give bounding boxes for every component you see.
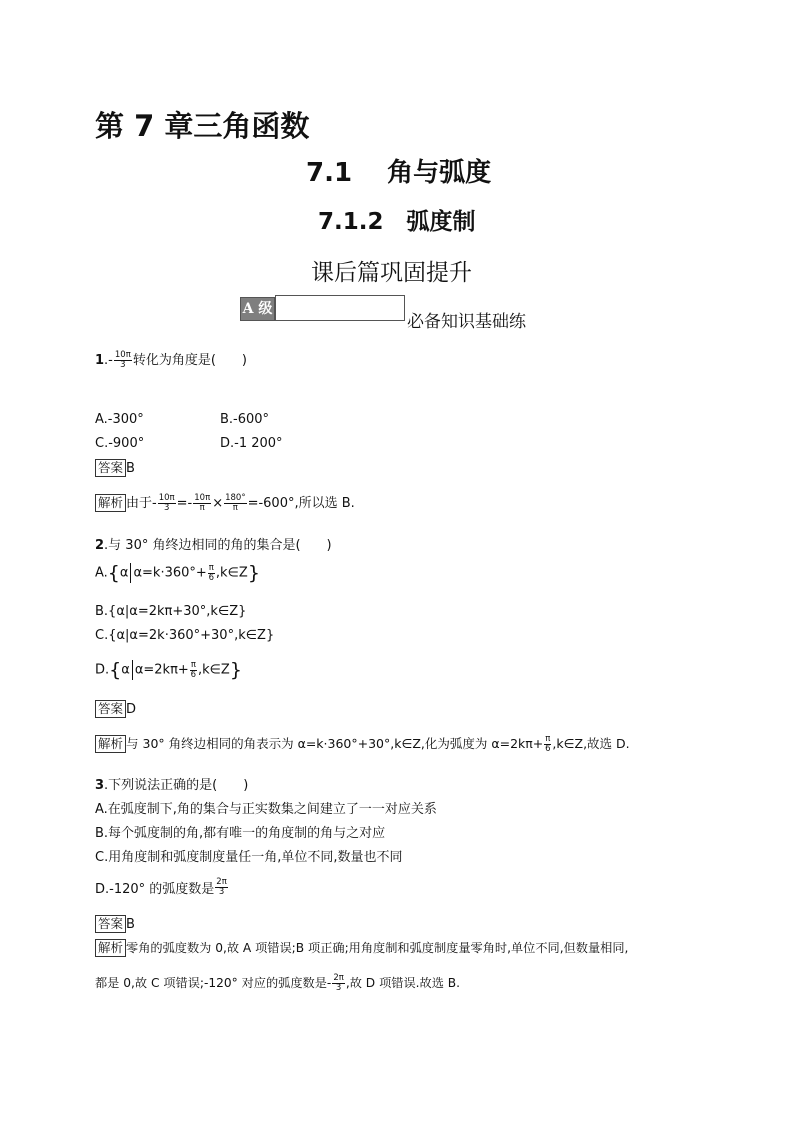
q1-analysis-frac1 [158, 494, 176, 513]
q1-number: 1 [95, 353, 105, 368]
chapter-title: 第 7 章三角函数 [95, 109, 310, 143]
frac-den: 6 [208, 572, 215, 583]
set-condition: α=2kπ+ [134, 662, 189, 678]
q3-answer-value: B [126, 917, 135, 932]
set-var: α [121, 662, 130, 678]
answer-tag: 答案 [95, 700, 126, 718]
q3-number: 3 [95, 778, 105, 793]
set-tail: ,k∈Z [215, 565, 248, 581]
right-brace: } [247, 562, 260, 584]
q1-option-c: C.-900° [95, 436, 145, 451]
option-prefix: D. [95, 662, 110, 678]
left-brace: { [107, 562, 120, 584]
q2-stem [95, 534, 332, 553]
subsection-title: 7.1.2 弧度制 [318, 209, 476, 235]
q3-analysis-pre: 都是 0,故 C 项错误;-120° 对应的弧度数是- [95, 976, 332, 990]
set-condition: α=k·360°+ [133, 565, 207, 581]
left-brace: { [109, 659, 122, 681]
set-tail: ,k∈Z [197, 662, 230, 678]
q3-stem-text: .下列说法正确的是( ) [104, 778, 249, 793]
q2-a-frac [208, 564, 215, 583]
section-title: 7.1 角与弧度 [306, 158, 492, 188]
frac-num: π [545, 734, 551, 744]
frac-num: 10π [194, 493, 211, 503]
right-brace: } [229, 659, 242, 681]
analysis-tag: 解析 [95, 494, 126, 512]
q3-d-pre: D.-120° 的弧度数是 [95, 882, 215, 897]
q2-stem-text: .与 30° 角终边相同的角的集合是( ) [104, 538, 332, 553]
frac-den: 6 [545, 744, 551, 754]
q1-answer-value: B [126, 461, 135, 476]
analysis-tag: 解析 [95, 939, 126, 957]
frac-den: 6 [190, 669, 197, 680]
q3-option-a: A.在弧度制下,角的集合与正实数集之间建立了一一对应关系 [95, 802, 437, 817]
q3-analysis-line2 [95, 974, 460, 993]
q2-number: 2 [95, 538, 105, 553]
q1-analysis-mid2: × [212, 496, 224, 511]
set-bar [132, 660, 133, 680]
set-bar [130, 563, 131, 583]
analysis-tag: 解析 [95, 735, 126, 753]
frac-den: 3 [120, 360, 126, 370]
q2-option-a [95, 562, 260, 584]
q1-analysis-mid1: =- [176, 496, 193, 511]
option-prefix: A. [95, 565, 108, 581]
frac-num: 180° [225, 493, 246, 503]
q3-option-c: C.用角度制和弧度制度量任一角,单位不同,数量也不同 [95, 850, 403, 865]
q2-d-frac [190, 661, 197, 680]
frac-den: π [199, 503, 205, 513]
level-badge: A 级 [240, 297, 275, 321]
q3-answer [95, 915, 135, 933]
frac-den: 3 [335, 983, 342, 993]
frac-num: 10π [114, 350, 131, 360]
q1-option-a: A.-300° [95, 412, 144, 427]
q3-option-b: B.每个弧度制的角,都有唯一的角度制的角与之对应 [95, 826, 386, 841]
frac-num: 2π [333, 973, 344, 983]
frac-den: 3 [218, 887, 225, 897]
frac-num: π [190, 659, 196, 670]
q2-option-b: B.{α|α=2kπ+30°,k∈Z} [95, 604, 247, 619]
frac-den: 3 [163, 503, 170, 513]
q1-stem [95, 349, 247, 370]
q2-analysis-frac [544, 735, 551, 754]
q1-option-b: B.-600° [220, 412, 270, 427]
q1-option-d: D.-1 200° [220, 436, 283, 451]
q2-option-c: C.{α|α=2k·360°+30°,k∈Z} [95, 628, 275, 643]
frac-num: 10π [158, 493, 175, 503]
q1-analysis-pre: 由于- [126, 496, 157, 511]
q1-analysis [95, 492, 355, 513]
q2-analysis [95, 734, 630, 754]
q2-answer [95, 700, 136, 718]
frac-num: π [208, 562, 214, 573]
frac-den: π [232, 503, 238, 513]
q1-fraction [114, 351, 132, 370]
q3-analysis-text1: 零角的弧度数为 0,故 A 项错误;B 项正确;用角度制和弧度制度量零角时,单位不同,但数量相同, [126, 941, 629, 955]
level-box [275, 295, 405, 321]
q2-answer-value: D [126, 702, 137, 717]
set-var: α [119, 565, 129, 581]
answer-tag: 答案 [95, 459, 126, 477]
q3-stem [95, 774, 248, 793]
q1-answer [95, 459, 135, 477]
q1-prefix: .- [104, 353, 113, 368]
q2-analysis-pre: 与 30° 角终边相同的角表示为 α=k·360°+30°,k∈Z,化为弧度为 α=2kπ+ [126, 736, 544, 751]
q3-analysis-post: ,故 D 项错误.故选 B. [345, 976, 460, 990]
q3-analysis-line1 [95, 939, 628, 957]
q3-analysis-frac [332, 974, 345, 993]
page-heading: 课后篇巩固提升 [311, 260, 472, 286]
q2-analysis-post: ,k∈Z,故选 D. [552, 736, 630, 751]
q1-analysis-post: =-600°,所以选 B. [247, 496, 355, 511]
q3-option-d [95, 878, 229, 897]
q3-d-frac [215, 878, 228, 897]
q2-option-d [95, 659, 242, 681]
q1-analysis-frac2 [193, 494, 211, 513]
frac-num: 2π [216, 877, 227, 887]
level-title: 必备知识基础练 [407, 312, 526, 332]
q1-stem-text: 转化为角度是( ) [132, 353, 247, 368]
answer-tag: 答案 [95, 915, 126, 933]
q1-analysis-frac3 [224, 494, 246, 513]
